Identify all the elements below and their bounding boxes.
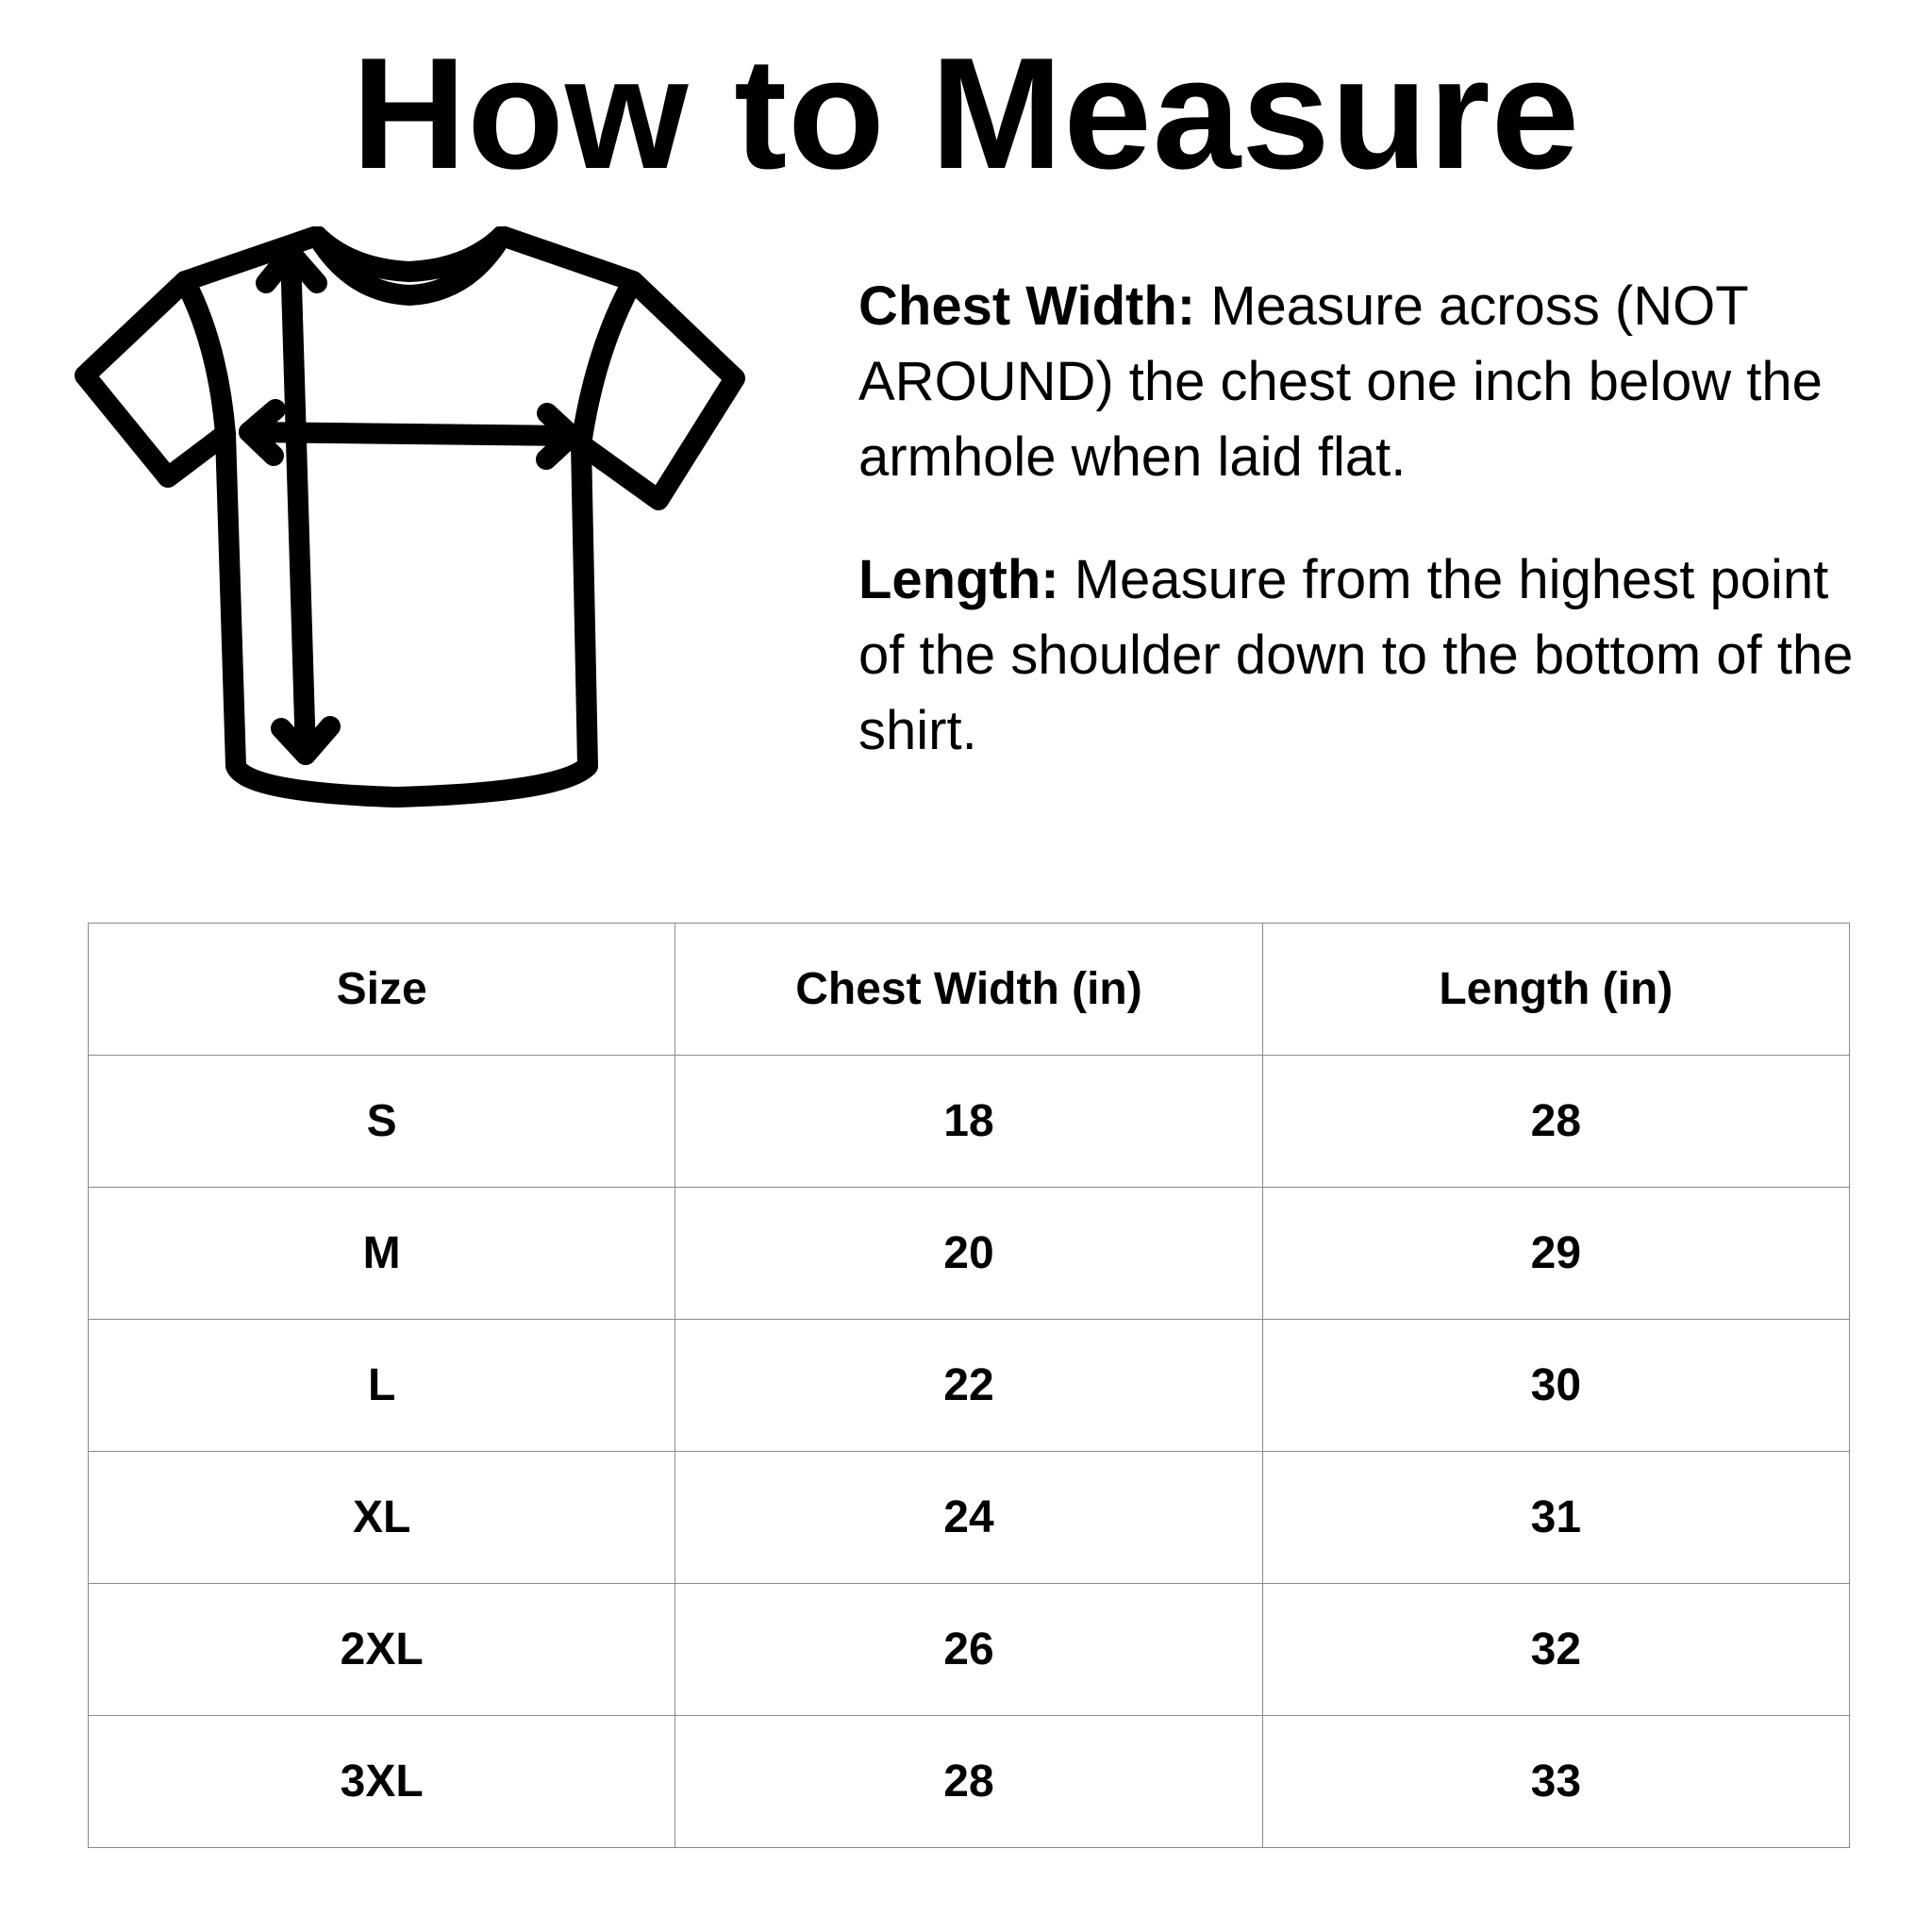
- table-row: [89, 1188, 1850, 1320]
- tshirt-measure-icon: [72, 226, 751, 821]
- header-size: Size: [89, 924, 675, 1056]
- chest-width-text: Measure across (NOT AROUND) the chest one inch below the armhole when laid flat.: [858, 275, 1823, 488]
- table-row: [89, 1716, 1850, 1848]
- header-length: Length (in): [1262, 924, 1849, 1056]
- chest-width-cell: 24: [675, 1452, 1262, 1584]
- chest-width-label: Chest Width:: [858, 275, 1196, 337]
- chest-width-cell: 26: [675, 1584, 1262, 1716]
- length-text: Measure from the highest point of the shoulder down to the bottom of the shirt.: [858, 549, 1854, 761]
- length-cell: 29: [1262, 1188, 1849, 1320]
- size-cell: 3XL: [89, 1716, 675, 1848]
- size-cell: L: [89, 1320, 675, 1452]
- chest-width-instruction: [858, 269, 1868, 495]
- size-cell: M: [89, 1188, 675, 1320]
- size-chart-table: [88, 923, 1850, 1848]
- table-row: [89, 1452, 1850, 1584]
- chest-width-cell: 22: [675, 1320, 1262, 1452]
- table-header-row: [89, 924, 1850, 1056]
- header-chest-width: Chest Width (in): [675, 924, 1262, 1056]
- length-instruction: [858, 542, 1868, 769]
- length-cell: 31: [1262, 1452, 1849, 1584]
- length-label: Length:: [858, 549, 1059, 610]
- chest-width-cell: 18: [675, 1056, 1262, 1188]
- length-cell: 30: [1262, 1320, 1849, 1452]
- size-cell: 2XL: [89, 1584, 675, 1716]
- size-cell: XL: [89, 1452, 675, 1584]
- chest-width-cell: 20: [675, 1188, 1262, 1320]
- measure-instructions: [858, 269, 1868, 816]
- length-cell: 32: [1262, 1584, 1849, 1716]
- size-cell: S: [89, 1056, 675, 1188]
- table-row: [89, 1320, 1850, 1452]
- length-cell: 28: [1262, 1056, 1849, 1188]
- page-title: How to Measure: [351, 25, 1581, 202]
- table-row: [89, 1056, 1850, 1188]
- length-cell: 33: [1262, 1716, 1849, 1848]
- table-row: [89, 1584, 1850, 1716]
- chest-width-cell: 28: [675, 1716, 1262, 1848]
